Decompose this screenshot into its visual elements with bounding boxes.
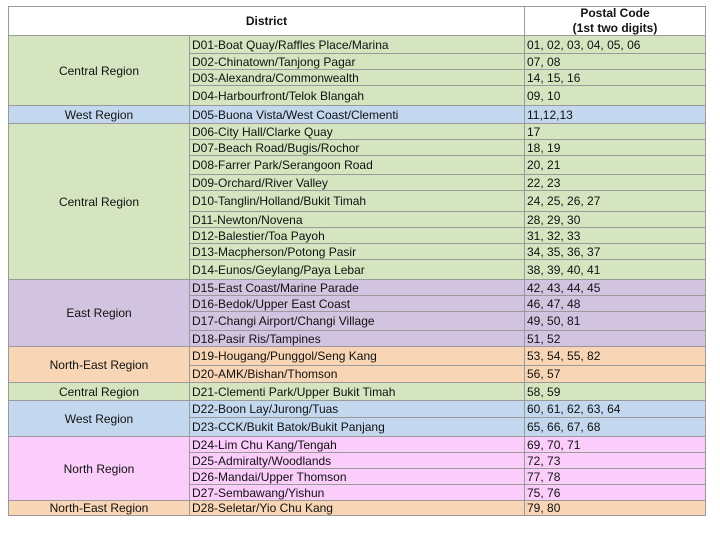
region-cell (8, 501, 190, 516)
postal-code-cell (525, 70, 706, 86)
postal-code-cell (525, 469, 706, 485)
postal-code-cell (525, 347, 706, 366)
district-cell (190, 437, 525, 453)
district-cell (190, 212, 525, 228)
district-name: D08-Farrer Park/Serangoon Road (192, 158, 373, 172)
postal-code-value: 01, 02, 03, 04, 05, 06 (527, 37, 641, 52)
region-cell (8, 280, 190, 347)
region-cell (8, 401, 190, 437)
region-name: North Region (63, 461, 135, 476)
region-name: North-East Region (49, 501, 149, 515)
postal-code-value: 69, 70, 71 (527, 437, 581, 452)
postal-code-value: 31, 32, 33 (527, 228, 581, 243)
postal-code-value: 24, 25, 26, 27 (527, 194, 601, 208)
postal-code-cell (525, 124, 706, 140)
postal-code-value: 65, 66, 67, 68 (527, 420, 601, 434)
header-postal-line1: Postal Code (580, 6, 650, 20)
postal-code-value: 38, 39, 40, 41 (527, 262, 601, 277)
postal-code-value: 17 (527, 124, 541, 139)
district-cell (190, 383, 525, 401)
district-name: D04-Harbourfront/Telok Blangah (192, 88, 365, 103)
postal-code-cell (525, 191, 706, 212)
postal-code-value: 11,12,13 (527, 107, 573, 122)
region-cell (8, 347, 190, 383)
district-name: D25-Admiralty/Woodlands (192, 453, 332, 468)
postal-code-cell (525, 228, 706, 244)
postal-code-cell (525, 212, 706, 228)
postal-code-cell (525, 366, 706, 383)
district-cell (190, 312, 525, 331)
postal-code-cell (525, 175, 706, 191)
postal-code-cell (525, 36, 706, 54)
postal-code-value: 72, 73 (527, 453, 561, 468)
postal-code-cell (525, 106, 706, 124)
district-cell (190, 106, 525, 124)
postal-code-value: 20, 21 (527, 158, 561, 172)
region-cell (8, 124, 190, 280)
district-cell (190, 296, 525, 312)
district-name: D17-Changi Airport/Changi Village (192, 314, 375, 328)
district-cell (190, 244, 525, 260)
region-name: North-East Region (49, 357, 149, 372)
district-name: D03-Alexandra/Commonwealth (192, 70, 359, 85)
district-cell (190, 280, 525, 296)
postal-code-cell (525, 296, 706, 312)
district-cell (190, 140, 525, 156)
district-cell (190, 175, 525, 191)
district-name: D11-Newton/Novena (192, 212, 303, 227)
district-name: D26-Mandai/Upper Thomson (192, 469, 347, 484)
header-postal-code-labels (573, 6, 658, 36)
district-name: D20-AMK/Bishan/Thomson (192, 367, 338, 381)
district-cell (190, 501, 525, 516)
postal-code-value: 49, 50, 81 (527, 314, 581, 328)
region-cell (8, 36, 190, 106)
postal-code-cell (525, 86, 706, 106)
postal-code-value: 51, 52 (527, 331, 561, 346)
district-cell (190, 54, 525, 70)
postal-code-value: 75, 76 (527, 485, 561, 500)
district-name: D09-Orchard/River Valley (192, 175, 328, 190)
district-name: D10-Tanglin/Holland/Bukit Timah (192, 194, 367, 208)
district-name: D21-Clementi Park/Upper Bukit Timah (192, 384, 396, 399)
district-name: D16-Bedok/Upper East Coast (192, 296, 351, 311)
district-name: D06-City Hall/Clarke Quay (192, 124, 333, 139)
district-name: D13-Macpherson/Potong Pasir (192, 244, 357, 259)
district-cell (190, 453, 525, 469)
district-cell (190, 347, 525, 366)
postal-code-value: 77, 78 (527, 469, 561, 484)
postal-code-value: 42, 43, 44, 45 (527, 280, 601, 295)
header-district (8, 6, 525, 36)
postal-code-cell (525, 140, 706, 156)
postal-code-cell (525, 453, 706, 469)
postal-code-cell (525, 383, 706, 401)
district-name: D19-Hougang/Punggol/Seng Kang (192, 349, 377, 363)
region-cell (8, 106, 190, 124)
district-cell (190, 228, 525, 244)
region-cell (8, 383, 190, 401)
district-name: D12-Balestier/Toa Payoh (192, 228, 325, 243)
postal-code-cell (525, 312, 706, 331)
postal-code-cell (525, 437, 706, 453)
district-cell (190, 366, 525, 383)
region-name: Central Region (58, 384, 140, 399)
district-cell (190, 469, 525, 485)
header-postal-line2: (1st two digits) (572, 21, 658, 35)
district-cell (190, 191, 525, 212)
district-name: D27-Sembawang/Yishun (192, 485, 325, 500)
postal-code-value: 34, 35, 36, 37 (527, 244, 601, 259)
district-cell (190, 418, 525, 437)
postal-code-value: 07, 08 (527, 54, 561, 69)
postal-code-value: 46, 47, 48 (527, 296, 581, 311)
region-name: Central Region (58, 63, 140, 78)
district-name: D05-Buona Vista/West Coast/Clementi (192, 107, 399, 122)
district-name: D15-East Coast/Marine Parade (192, 280, 359, 295)
district-cell (190, 260, 525, 280)
district-name: D14-Eunos/Geylang/Paya Lebar (192, 262, 365, 277)
postal-code-cell (525, 156, 706, 175)
postal-code-cell (525, 280, 706, 296)
district-name: D18-Pasir Ris/Tampines (192, 331, 321, 346)
region-name: West Region (64, 411, 134, 426)
postal-code-value: 79, 80 (527, 501, 561, 515)
postal-code-value: 58, 59 (527, 384, 561, 399)
postal-code-cell (525, 244, 706, 260)
district-name: D07-Beach Road/Bugis/Rochor (192, 140, 360, 155)
postal-code-value: 56, 57 (527, 367, 561, 381)
postal-code-cell (525, 331, 706, 347)
district-cell (190, 401, 525, 418)
postal-code-value: 53, 54, 55, 82 (527, 349, 601, 363)
region-name: Central Region (58, 194, 140, 209)
district-cell (190, 86, 525, 106)
district-name: D22-Boon Lay/Jurong/Tuas (192, 402, 339, 416)
header-postal-code (525, 6, 706, 36)
postal-code-value: 60, 61, 62, 63, 64 (527, 402, 621, 416)
postal-code-value: 09, 10 (527, 88, 561, 103)
district-cell (190, 331, 525, 347)
district-name: D24-Lim Chu Kang/Tengah (192, 437, 337, 452)
region-name: East Region (66, 306, 132, 320)
district-name: D02-Chinatown/Tanjong Pagar (192, 54, 356, 69)
district-cell (190, 70, 525, 86)
region-cell (8, 437, 190, 501)
postal-code-cell (525, 501, 706, 516)
district-cell (190, 124, 525, 140)
district-cell (190, 156, 525, 175)
header-district-label: District (245, 13, 288, 28)
postal-code-cell (525, 54, 706, 70)
postal-code-cell (525, 418, 706, 437)
postal-code-cell (525, 401, 706, 418)
postal-code-value: 22, 23 (527, 175, 561, 190)
district-name: D01-Boat Quay/Raffles Place/Marina (192, 37, 389, 52)
postal-code-value: 28, 29, 30 (527, 212, 581, 227)
region-name: West Region (64, 107, 134, 122)
district-cell (190, 36, 525, 54)
postal-code-value: 18, 19 (527, 140, 561, 155)
district-name: D28-Seletar/Yio Chu Kang (192, 501, 333, 515)
postal-code-cell (525, 485, 706, 501)
district-postal-table (8, 6, 706, 530)
postal-code-cell (525, 260, 706, 280)
district-cell (190, 485, 525, 501)
postal-code-value: 14, 15, 16 (527, 70, 581, 85)
district-name: D23-CCK/Bukit Batok/Bukit Panjang (192, 420, 385, 434)
